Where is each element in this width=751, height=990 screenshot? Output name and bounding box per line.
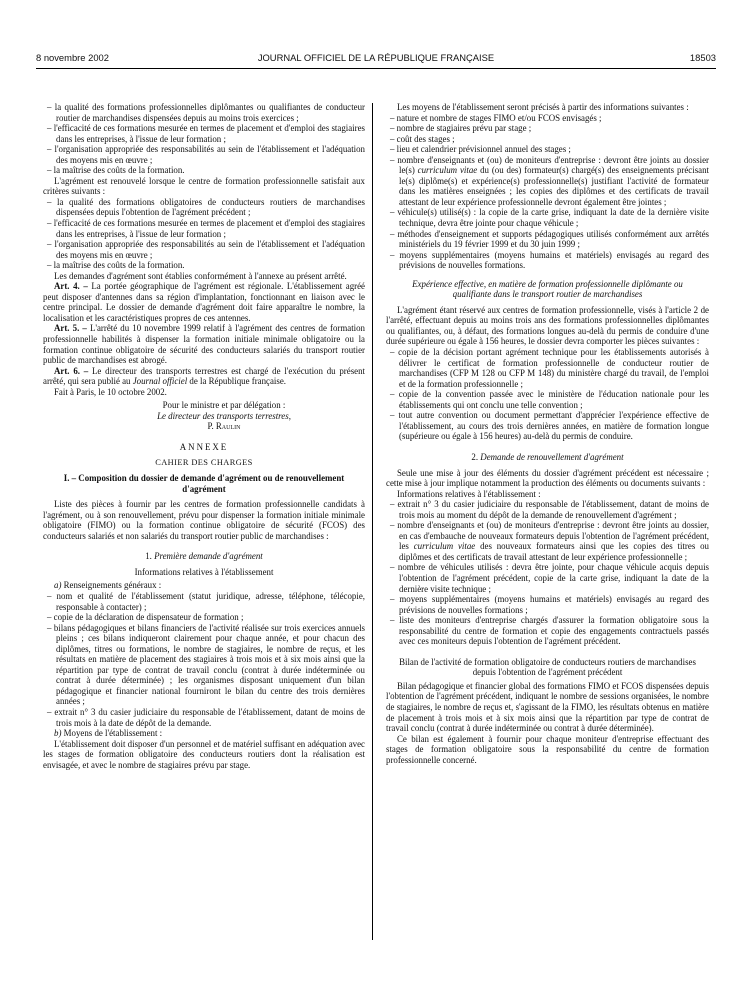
paragraph-update: Seule une mise à jour des éléments du dossier d'agrément précédent est nécessaire ; cette mise à jour implique notamment la production des éléments ou documents suivants : (386, 467, 709, 489)
info-establishment-renewal: Informations relatives à l'établissement : (397, 488, 541, 499)
signature-name: P. Raulin (207, 421, 241, 432)
date-place: Fait à Paris, le 10 octobre 2002. (54, 386, 167, 397)
article-5 (43, 323, 365, 365)
list-item-text: – nombre d'enseignants et (ou) de moniteurs d'entreprise : devront être joints au dossier, en cas d'embauche de nouveaux formateurs depuis l'obtention de l'agrément précédent, les (390, 520, 709, 552)
list-item: – l'efficacité de ces formations mesurée en termes de placement et d'emploi des stagiaires dans les entreprises, à l'issue de leur formation ; (47, 218, 365, 239)
list-item: – copie de la décision portant agrément technique pour les établissements autorisés à délivrer le certificat de formation professionnelle de conducteur routier de marchandises (CFP M 128 ou CFP M 148) du ministère chargé du travail, de l'emploi et de la formation professionnelle ; (390, 347, 709, 389)
paragraph-means: L'établissement doit disposer d'un personnel et de matériel suffisant en adéquation avec les stages de formation obligatoire des conducteurs routiers dont la réalisation est envisagée, et avec le nombre de stagiaires prévu par stage. (43, 738, 365, 770)
journal-officiel-italic: Journal officiel (132, 376, 188, 387)
list-item: – copie de la convention passée avec le ministère de l'éducation nationale pour les établissements qui ont conclu une telle convention ; (390, 389, 709, 410)
list-item (386, 520, 709, 562)
article-4-heading: Art. 4. – (54, 281, 88, 292)
list-item: – liste des moniteurs d'entreprise chargés d'assurer la formation obligatoire sous la responsabilité du centre de formation et copie des engagements contractuels passés avec ces moniteurs depuis l'obtention de l'agrément précédent. (390, 615, 709, 647)
general-info-list (43, 591, 365, 728)
article-6 (43, 366, 365, 387)
experience-heading: Expérience effective, en matière de formation professionnelle diplômante ou qualifiante dans le transport routier de marchandises (412, 278, 683, 300)
item-a-label: a) (54, 580, 62, 591)
means-heading (43, 728, 365, 739)
paragraph-list-of-documents: Liste des pièces à fournir par les centres de formation professionnelle candidats à l'agrément, ou à son renouvellement, prévu pour dispenser la formation initiale minimale obligatoire (FIMO) ou la formation continue obligatoire de sécurité (FCOS) des conducteurs salariés et non salariés du transport routier public de marchandises : (43, 499, 365, 541)
info-establishment-heading: Informations relatives à l'établissement (134, 566, 274, 577)
criteria-list-renewal (43, 197, 365, 271)
renewal-list (386, 499, 709, 647)
list-item: – tout autre convention ou document permettant d'apprécier l'expérience effective de l'établissement, au cours des trois dernières années, en matière de formation longue (supérieure ou égale à 156 heures) au-delà du permis de conduire. (390, 410, 709, 442)
paragraph-renewal: L'agrément est renouvelé lorsque le centre de formation professionnelle satisfait aux critères suivants : (43, 175, 365, 197)
article-5-heading: Art. 5. – (54, 323, 87, 334)
article-6-text: Le directeur des transports terrestres est chargé de l'exécution du présent arrêté, qui sera publié au (43, 365, 365, 387)
annexe-heading: ANNEXE (179, 441, 229, 452)
subsection-2-heading (386, 452, 709, 463)
item-a-text: Renseignements généraux : (61, 580, 162, 591)
article-6-heading: Art. 6. – (54, 365, 89, 376)
list-item: – coût des stages ; (390, 133, 455, 144)
paragraph-bilan-moniteur: Ce bilan est également à fournir pour chaque moniteur d'entreprise effectuant des stages de formation obligatoire sous la responsabilité du centre de formation professionnelle concerné. (386, 733, 709, 765)
article-4 (43, 281, 365, 323)
list-item: – nombre de véhicules utilisés : devra être jointe, pour chaque véhicule acquis depuis l'obtention de l'agrément précédent, copie de la carte grise, indiquant la date de la dernière visite technique ; (390, 562, 709, 594)
article-6-text-end: de la République française. (187, 376, 287, 387)
signature-block (43, 400, 365, 432)
paragraph-experience: L'agrément étant réservé aux centres de formation professionnelle, visés à l'article 2 de l'arrêté, effectuant depuis au moins trois ans des formations professionnelles diplômantes ou qualifiantes, ou, à défaut, des formations longues au-delà du permis de conduire d'une durée supérieure ou égale à 156 heures, le dossier devra comporter les pièces suivantes : (386, 304, 709, 347)
list-item: – moyens supplémentaires (moyens humains et matériels) envisagés au regard des prévisions de nouvelles formations. (390, 249, 709, 271)
list-item: – nature et nombre de stages FIMO et/ou FCOS envisagés ; (390, 112, 602, 123)
paragraph-requests: Les demandes d'agrément sont établies conformément à l'annexe au présent arrêté. (54, 270, 347, 281)
subsection-2-title: Demande de renouvellement d'agrément (480, 451, 624, 462)
list-item: – copie de la déclaration de dispensateur de formation ; (47, 612, 244, 623)
article-5-text: L'arrêté du 10 novembre 1999 relatif à l'agrément des centres de formation professionnelle habilités à dispenser la formation initiale minimale obligatoire ou la formation continue obligatoire de sécurité des conducteurs salariés du transport routier public de marchandises est abrogé. (43, 323, 365, 366)
subsection-2-number: 2. (471, 451, 481, 462)
paragraph-bilan: Bilan pédagogique et financier global des formations FIMO et FCOS dispensées depuis l'obtention de l'agrément précédent, indiquant le nombre de sessions organisées, le nombre de stagiaires, le nombre de reçus et, s'agissant de la FIMO, les résultats obtenus en matière de placement à trois mois et à six mois ainsi que la répartition par type de contrat de travail conclu (contrat à durée indéterminée ou contrat à durée déterminée). (386, 680, 709, 734)
list-item (386, 155, 709, 208)
experience-list (386, 347, 709, 442)
column-separator (372, 103, 373, 940)
list-item: – nom et qualité de l'établissement (statut juridique, adresse, téléphone, télécopie, responsable à contacter) ; (47, 590, 365, 612)
bilan-heading: Bilan de l'activité de formation obligatoire de conducteurs routiers de marchandises depuis l'obtention de l'agrément précédent (399, 656, 696, 678)
list-item-text: des nouveaux formateurs ainsi que les copies des titres ou diplômes et des certificats de travail attestant de leur expérience professionnelle ; (399, 541, 709, 562)
list-item: – extrait n° 3 du casier judiciaire du responsable de l'établissement, datant de moins de trois mois à la date de dépôt de la demande. (47, 706, 365, 728)
section-1-title: I. – Composition du dossier de demande d'agrément ou de renouvellement d'agrément (63, 473, 345, 494)
header-rule (36, 68, 716, 69)
curriculum-vitae-italic: curriculum vitae (417, 165, 478, 176)
subsection-1-heading (43, 551, 365, 562)
general-info-heading (43, 580, 365, 591)
item-b-label: b) (54, 728, 62, 739)
criteria-list-first (43, 102, 365, 176)
page-header (36, 52, 716, 66)
list-item: – moyens supplémentaires (moyens humains et matériels) envisagés au regard des prévisions de nouvelles formations ; (390, 594, 709, 615)
list-item: – la maîtrise des coûts de la formation. (47, 165, 185, 176)
means-list (386, 113, 709, 271)
signature-delegation: Pour le ministre et par délégation : (162, 400, 286, 411)
list-item: – l'efficacité de ces formations mesurée en termes de placement et d'emploi des stagiaires dans les entreprises, à l'issue de leur formation ; (47, 123, 365, 144)
header-page-number: 18503 (689, 52, 716, 63)
list-item: – l'organisation appropriée des responsabilités au sein de l'établissement et l'adéquation des moyens mis en œuvre ; (47, 239, 365, 260)
article-4-text: La portée géographique de l'agrément est régionale. L'établissement agréé peut disposer d'antennes dans sa région d'implantation, fonctionnant en liaison avec le centre principal. Le dossier de demande d'agrément doit faire apparaître le nombre, la localisation et les caractéristiques propres de ces antennes. (43, 281, 365, 323)
header-date: 8 novembre 2002 (36, 52, 109, 63)
signature-title: Le directeur des transports terrestres, (157, 410, 291, 421)
item-b-text: Moyens de l'établissement : (61, 728, 163, 739)
cahier-heading: CAHIER DES CHARGES (155, 457, 253, 467)
paragraph-means-intro: Les moyens de l'établissement seront précisés à partir des informations suivantes : (397, 102, 689, 112)
list-item: – lieu et calendrier prévisionnel annuel des stages ; (390, 144, 571, 155)
list-item: – extrait n° 3 du casier judiciaire du responsable de l'établissement, datant de moins de trois mois au moment du dépôt de la demande de renouvellement d'agrément ; (390, 499, 709, 520)
header-journal-title: JOURNAL OFFICIEL DE LA RÉPUBLIQUE FRANÇAISE (257, 52, 495, 63)
left-column (43, 102, 365, 770)
list-item: – bilans pédagogiques et bilans financiers de l'activité réalisée sur trois exercices annuels pleins ; ces bilans indiqueront clairement pour chaque année, et pour chacun des diplômes, titres ou formations, le nombre de stagiaires, le nombre de reçus, et les résultats en matière de placement des stagiaires à trois mois et à six mois ainsi que la répartition par type de contrat de travail conclu (contrat à durée indéterminée ou contrat à durée déterminée) ; les organismes disposant uniquement d'un bilan pédagogique et financier national fourniront le bilan du centre des trois dernières années ; (47, 622, 365, 707)
list-item-text: – nombre d'enseignants et (ou) de moniteurs d'entreprise : devront être joints au dossier le(s) (390, 154, 709, 176)
subsection-1-title: Première demande d'agrément (154, 551, 263, 562)
list-item: – la qualité des formations professionnelles diplômantes ou qualifiantes de conducteur routier de marchandises dispensées depuis au moins trois exercices ; (47, 102, 365, 123)
list-item: – méthodes d'enseignement et supports pédagogiques utilisés conformément aux arrêtés ministériels du 19 février 1999 et du 30 juin 1999 ; (390, 228, 709, 250)
list-item: – la maîtrise des coûts de la formation. (47, 260, 185, 271)
list-item: – nombre de stagiaires prévu par stage ; (390, 123, 532, 134)
list-item-text: du (ou des) formateur(s) chargé(s) des enseignements précisant le(s) diplôme(s) et expérience(s) professionnelle(s) justifiant l'activité de formateur dans les matières enseignées ; les copies des diplômes et des certificats de travail attestant de leur expérience professionnelle devront également être jointes ; (399, 165, 710, 207)
subsection-1-number: 1. (145, 551, 155, 562)
list-item: – véhicule(s) utilisé(s) : la copie de la carte grise, indiquant la date de la dernière visite technique, devra être jointe pour chaque véhicule ; (390, 207, 709, 229)
list-item: – l'organisation appropriée des responsabilités au sein de l'établissement et l'adéquation des moyens mis en œuvre ; (47, 144, 365, 165)
right-column (386, 102, 709, 765)
curriculum-vitae-italic: curriculum vitae (413, 541, 476, 552)
list-item: – la qualité des formations obligatoires de conducteurs routiers de marchandises dispensées depuis l'obtention de l'agrément précédent ; (47, 196, 365, 218)
